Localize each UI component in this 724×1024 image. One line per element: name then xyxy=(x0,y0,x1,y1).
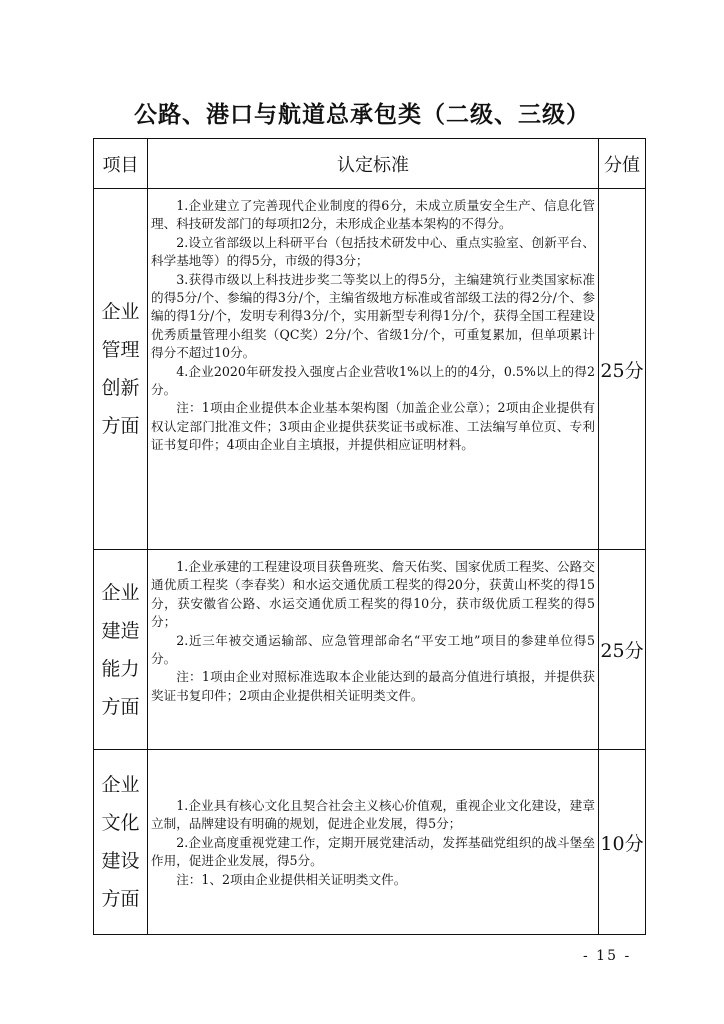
header-score: 分值 xyxy=(599,139,646,189)
criteria-note: 注：1项由企业提供本企业基本架构图（加盖企业公章）；2项由企业提供有权认定部门批准文件；3项由企业提供获奖证书或标准、工法编写单位页、专利证书复印件；4项由企业自主填报，并提供相应证明材料。 xyxy=(151,400,595,453)
category-cell xyxy=(94,189,148,550)
category-text: 管理 xyxy=(101,339,140,361)
category-text: 文化 xyxy=(101,812,140,834)
header-item: 项目 xyxy=(94,139,148,189)
category-text: 创新 xyxy=(101,377,140,399)
table-row xyxy=(94,189,646,550)
document-title: 公路、港口与航道总承包类（二级、三级） xyxy=(134,101,590,128)
criteria-paragraph: 1.企业具有核心文化且契合社会主义核心价值观，重视企业文化建设，建章立制，品牌建设有明确的规划，促进企业发展，得5分； xyxy=(151,797,595,832)
category-text: 企业 xyxy=(101,301,140,323)
category-text: 能力 xyxy=(101,657,140,680)
category-text: 方面 xyxy=(101,695,140,718)
category-text: 建造 xyxy=(101,619,140,642)
page-number: - 15 - xyxy=(583,948,632,964)
header-criteria: 认定标准 xyxy=(148,139,599,189)
criteria-cell xyxy=(148,550,599,750)
category-text: 企业 xyxy=(101,581,140,604)
criteria-note: 注：1项由企业对照标准选取本企业能达到的最高分值进行填报，并提供获奖证书复印件；2项由企业提供相关证明类文件。 xyxy=(151,669,595,703)
category-text: 方面 xyxy=(101,415,140,437)
score-cell: 25分 xyxy=(599,550,646,750)
table-row xyxy=(94,750,646,935)
criteria-paragraph: 3.获得市级以上科技进步奖二等奖以上的得5分，主编建筑行业类国家标准的得5分/个、参编的得3分/个，主编省级地方标准或省部级工法的得2分/个、参编的得1分/个，发明专利得3分/个，实用新型专利得1分/个，获得全国工程建设优秀质量管理小组奖（QC奖）2分/个、省级1分/个，可重复累加，但单项累计得分不超过10分。 xyxy=(151,271,595,361)
criteria-table xyxy=(93,138,646,935)
criteria-cell xyxy=(148,750,599,935)
score-cell: 25分 xyxy=(599,189,646,550)
category-cell xyxy=(94,750,148,935)
criteria-paragraph: 2.近三年被交通运输部、应急管理部命名“平安工地”项目的参建单位得5分。 xyxy=(151,632,595,667)
table-row xyxy=(94,550,646,750)
criteria-cell xyxy=(148,189,599,550)
category-text: 建设 xyxy=(101,850,140,872)
criteria-paragraph: 1.企业承建的工程建设项目获鲁班奖、詹天佑奖、国家优质工程奖、公路交通优质工程奖（李春奖）和水运交通优质工程奖的得20分，获黄山杯奖的得15分，获安徽省公路、水运交通优质工程奖的得10分，获市级优质工程奖的得5分； xyxy=(151,559,595,630)
score-cell: 10分 xyxy=(599,750,646,935)
criteria-note: 注：1、2项由企业提供相关证明类文件。 xyxy=(176,871,407,887)
category-cell xyxy=(94,550,148,750)
criteria-paragraph: 4.企业2020年研发投入强度占企业营收1%以上的的4分，0.5%以上的得2分。 xyxy=(151,363,595,398)
category-text: 企业 xyxy=(101,774,140,796)
category-text: 方面 xyxy=(101,888,140,910)
table-header-row xyxy=(94,139,646,189)
criteria-paragraph: 2.企业高度重视党建工作，定期开展党建活动，发挥基础党组织的战斗堡垒作用，促进企业发展，得5分。 xyxy=(151,834,595,869)
criteria-paragraph: 1.企业建立了完善现代企业制度的得6分，未成立质量安全生产、信息化管理、科技研发部门的每项扣2分，未形成企业基本架构的不得分。 xyxy=(151,198,595,232)
criteria-paragraph: 2.设立省部级以上科研平台（包括技术研发中心、重点实验室、创新平台、科学基地等）的得5分，市级的得3分； xyxy=(151,234,595,269)
